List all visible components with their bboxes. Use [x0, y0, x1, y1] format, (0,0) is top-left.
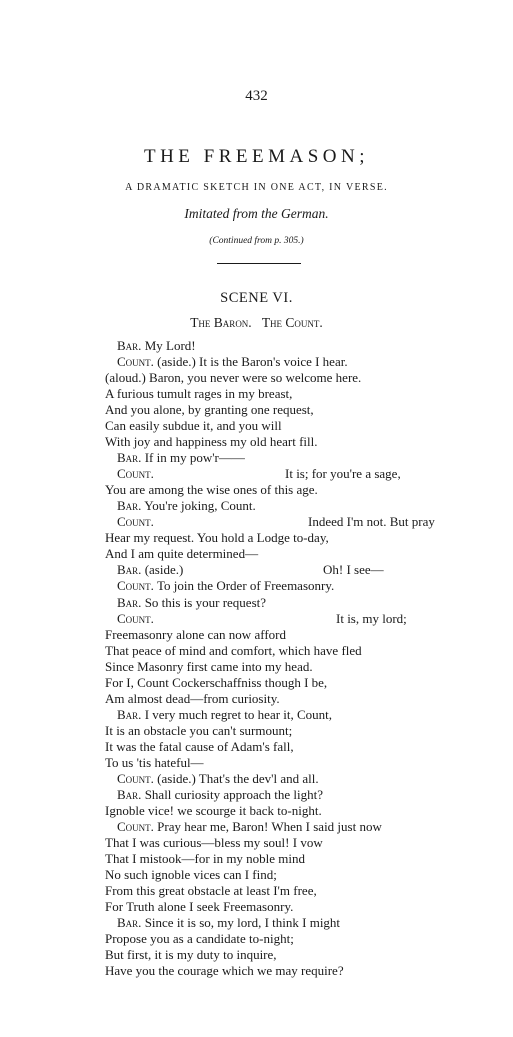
line-text: So this is your request? [144, 594, 267, 610]
line-text: Ignoble vice! we scourge it back to-night. [105, 802, 322, 818]
line-text: You are among the wise ones of this age. [105, 482, 318, 498]
line-text: And I am quite determined— [105, 546, 259, 562]
line-text: It was the fatal cause of Adam's fall, [105, 738, 294, 754]
speaker-label: Count. [117, 818, 154, 834]
speaker-label: Count. [117, 514, 154, 530]
verse-line [105, 354, 465, 370]
line-text: Shall curiosity approach the light? [144, 786, 324, 802]
verse-line [105, 723, 465, 739]
verse-line [105, 595, 465, 611]
verse-line [105, 466, 465, 482]
verse-line [105, 546, 465, 562]
speaker-label: Bar. [117, 450, 142, 466]
verse-line [105, 675, 465, 691]
line-text: But first, it is my duty to inquire, [105, 947, 277, 963]
speaker-label: Count. [117, 770, 154, 786]
line-text: And you alone, by granting one request, [105, 402, 314, 418]
verse-line [105, 947, 465, 963]
line-text: I very much regret to hear it, Count, [144, 706, 333, 722]
line-text: Freemasonry alone can now afford [105, 626, 286, 642]
verse-line [105, 963, 465, 979]
verse-line [105, 386, 465, 402]
verse-line [105, 835, 465, 851]
verse-line [105, 691, 465, 707]
line-text: (aside.) That's the dev'l and all. [157, 770, 319, 786]
verse-line [105, 787, 465, 803]
line-text: You're joking, Count. [144, 498, 256, 514]
verse-line [105, 562, 465, 578]
line-text: Can easily subdue it, and you will [105, 418, 282, 434]
line-text: Am almost dead—from curiosity. [105, 690, 280, 706]
line-text: That I mistook—for in my noble mind [105, 851, 306, 866]
verse-line [105, 627, 465, 643]
verse-line [105, 578, 465, 594]
line-text: Have you the courage which we may require? [105, 963, 344, 979]
page-title: THE FREEMASON; [143, 146, 370, 167]
speaker-label: Bar. [117, 706, 142, 722]
line-text: That peace of mind and comfort, which have fled [105, 642, 362, 658]
line-text: That I was curious—bless my soul! I vow [105, 834, 323, 850]
verse-line [105, 338, 465, 354]
speaker-label: Bar. [117, 338, 142, 353]
verse-line [105, 915, 465, 931]
verse-line [105, 659, 465, 675]
line-text: No such ignoble vices can I find; [105, 867, 277, 883]
verse-line [105, 530, 465, 546]
speaker-label: Bar. [117, 594, 142, 610]
verse-line [105, 514, 465, 530]
line-text: Hear my request. You hold a Lodge to-day, [105, 530, 329, 546]
scene-heading: SCENE VI. [220, 290, 293, 306]
line-text: Since Masonry first came into my head. [105, 658, 313, 674]
line-text: A furious tumult rages in my breast, [105, 386, 293, 402]
line-text: Pray hear me, Baron! When I said just now [157, 818, 382, 834]
verse-line [105, 370, 465, 386]
character-count: The Count. [261, 315, 323, 330]
verse-line [105, 482, 465, 498]
line-text: (aside.) [144, 562, 184, 578]
verse-line [105, 707, 465, 723]
line-continuation: Oh! I see— [323, 562, 384, 578]
line-text: It is an obstacle you can't surmount; [105, 722, 293, 738]
line-text: For Truth alone I seek Freemasonry. [105, 899, 294, 915]
verse-line [105, 819, 465, 835]
verse-line [105, 883, 465, 899]
line-text: Propose you as a candidate to-night; [105, 931, 294, 947]
verse-line [105, 611, 465, 627]
characters-line [0, 315, 513, 331]
verse-line [105, 450, 465, 466]
line-text: To us 'tis hateful— [105, 754, 204, 770]
speaker-label: Bar. [117, 915, 142, 931]
verse-line [105, 771, 465, 787]
verse-line [105, 851, 465, 867]
verse-line [105, 755, 465, 771]
verse-line [105, 643, 465, 659]
line-text: Since it is so, my lord, I think I might [144, 915, 341, 931]
line-text: (aside.) It is the Baron's voice I hear. [157, 354, 348, 370]
verse-line [105, 931, 465, 947]
line-text: For I, Count Cockerschaffniss though I be, [105, 674, 328, 690]
line-text: From this great obstacle at least I'm free, [105, 883, 317, 899]
verse-line [105, 418, 465, 434]
line-text: If in my pow'r—— [144, 450, 245, 466]
subtitle: A DRAMATIC SKETCH IN ONE ACT, IN VERSE. [125, 182, 388, 193]
verse-line [105, 739, 465, 755]
verse-line [105, 867, 465, 883]
speaker-label: Bar. [117, 562, 142, 578]
line-text: To join the Order of Freemasonry. [156, 578, 335, 594]
speaker-label: Count. [117, 466, 154, 482]
verse-line [105, 498, 465, 514]
speaker-label: Bar. [117, 498, 142, 514]
line-continuation: It is; for you're a sage, [285, 466, 401, 482]
divider-rule [217, 263, 301, 264]
line-text: My Lord! [144, 338, 196, 353]
verse-line [105, 434, 465, 450]
line-continuation: It is, my lord; [336, 610, 407, 626]
verse-line [105, 402, 465, 418]
speaker-label: Count. [117, 578, 154, 594]
speaker-label: Count. [117, 354, 154, 370]
verse-text [105, 338, 465, 979]
line-continuation: Indeed I'm not. But pray [308, 514, 435, 530]
continued-note: (Continued from p. 305.) [209, 236, 304, 246]
speaker-label: Count. [117, 610, 154, 626]
character-baron: The Baron. [190, 315, 252, 330]
verse-line [105, 899, 465, 915]
speaker-label: Bar. [117, 786, 142, 802]
source-note: Imitated from the German. [184, 206, 329, 221]
line-text: With joy and happiness my old heart fill. [105, 434, 318, 450]
page-number: 432 [245, 88, 268, 104]
verse-line [105, 803, 465, 819]
line-text: (aloud.) Baron, you never were so welcome here. [105, 370, 362, 386]
